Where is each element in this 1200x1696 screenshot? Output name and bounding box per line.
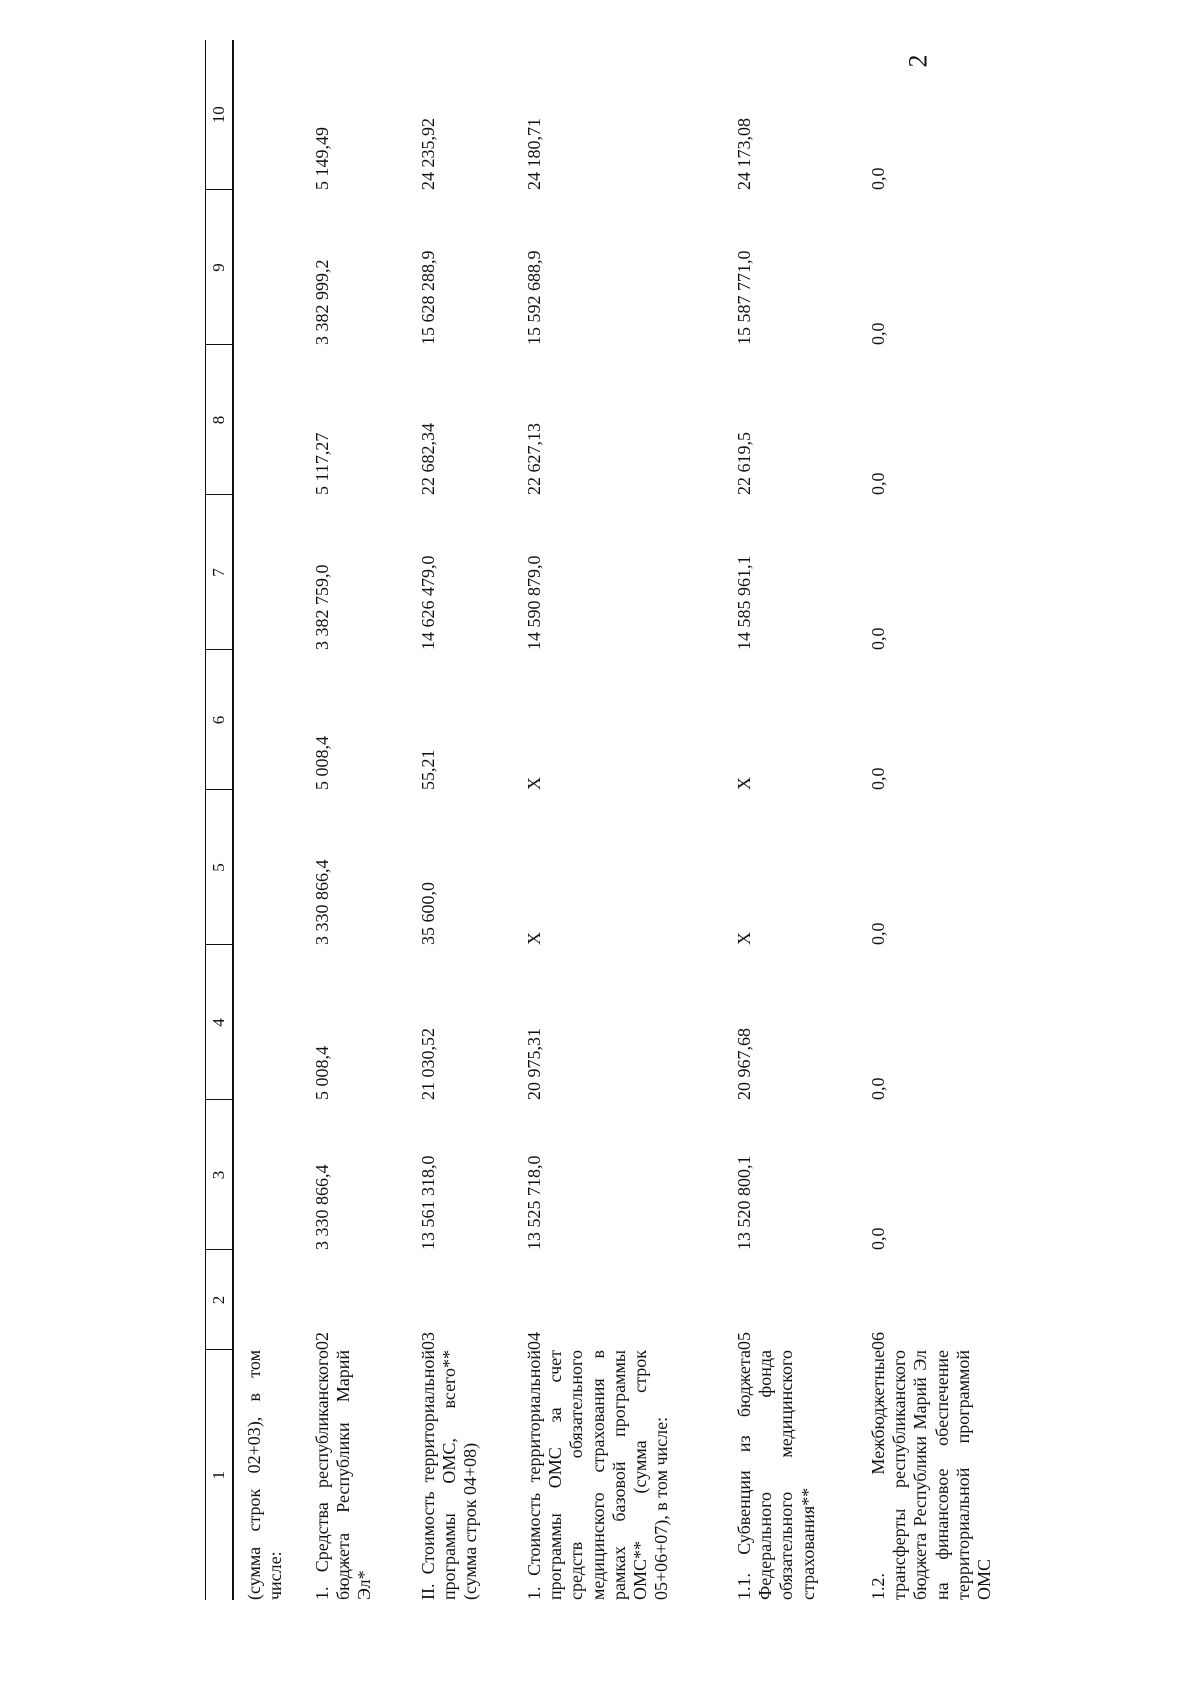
table-cell: Х: [734, 777, 754, 790]
table-cell: 15 628 288,9: [418, 250, 438, 345]
table-cell: 0,0: [868, 322, 888, 345]
table-cell: [233, 40, 296, 190]
table-cell: 0,0: [868, 1227, 888, 1250]
row-code: 04: [524, 1332, 544, 1350]
table-cell: Х: [524, 777, 544, 790]
table-cell: 20 975,31: [524, 1028, 544, 1100]
table-cell: 5 008,4: [312, 1046, 332, 1100]
table-cell: 0,0: [868, 167, 888, 190]
table-cell: 3 330 866,4: [312, 859, 332, 945]
table-cell: 0,0: [868, 472, 888, 495]
financing-table: [205, 40, 1038, 1600]
table-cell: 24 235,92: [418, 118, 438, 190]
column-header: 5: [206, 790, 234, 945]
row-code: 05: [734, 1332, 754, 1350]
table-cell: [233, 945, 296, 1100]
column-header: 4: [206, 945, 234, 1100]
table-cell: 15 587 771,0: [734, 250, 754, 345]
table-row: [720, 40, 854, 1600]
row-label: 1.1. Субвенции из бюджета Федерального фонда обязательного медицинского страхования**: [734, 1350, 818, 1600]
table-cell: [233, 190, 296, 345]
table-cell: [233, 650, 296, 790]
table-cell: 35 600,0: [418, 882, 438, 945]
table-cell: [233, 790, 296, 945]
table-cell: 55,21: [418, 749, 438, 790]
row-label: II. Стоимость территориальной программы ОМС, всего** (сумма строк 04+08): [418, 1350, 481, 1600]
table-cell: 14 590 879,0: [524, 555, 544, 650]
table-cell: [233, 1100, 296, 1250]
column-header: 6: [206, 650, 234, 790]
table-cell: 14 626 479,0: [418, 555, 438, 650]
table-cell: 20 967,68: [734, 1028, 754, 1100]
table-cell: Х: [524, 932, 544, 945]
table-cell: 5 008,4: [312, 736, 332, 790]
table-cell: 0,0: [868, 1077, 888, 1100]
rotated-table-container: [205, 40, 995, 1600]
table-cell: 13 561 318,0: [418, 1155, 438, 1250]
table-cell: 5 149,49: [312, 127, 332, 190]
table-row: [296, 40, 404, 1600]
row-label: 1. Средства республиканского бюджета Республики Марий Эл*: [312, 1350, 375, 1600]
table-cell: 14 585 961,1: [734, 555, 754, 650]
row-code: 06: [868, 1332, 888, 1350]
table-cell: 22 682,34: [418, 423, 438, 495]
column-header: 9: [206, 190, 234, 345]
table-cell: 22 619,5: [734, 432, 754, 495]
column-header: 8: [206, 345, 234, 495]
table-cell: Х: [734, 932, 754, 945]
row-code: 02: [312, 1332, 332, 1350]
row-label: (сумма строк 02+03), в том числе:: [244, 1350, 286, 1600]
table-row: [510, 40, 720, 1600]
table-row: [404, 40, 510, 1600]
table-cell: 0,0: [868, 627, 888, 650]
table-cell: 3 382 999,2: [312, 259, 332, 345]
row-label: 1. Стоимость территориальной программы ОМС за счет средств обязательного медицинского страхования в рамках базовой программы ОМС** (сумма строк 05+06+07), в том числе:: [524, 1350, 672, 1600]
table-cell: 24 173,08: [734, 118, 754, 190]
column-header: 10: [206, 40, 234, 190]
table-cell: 0,0: [868, 767, 888, 790]
table-cell: 13 525 718,0: [524, 1155, 544, 1250]
table-cell: 21 030,52: [418, 1028, 438, 1100]
table-cell: 13 520 800,1: [734, 1155, 754, 1250]
table-cell: 3 330 866,4: [312, 1164, 332, 1250]
column-header: 7: [206, 495, 234, 650]
table-cell: [233, 495, 296, 650]
table-cell: 15 592 688,9: [524, 250, 544, 345]
row-code: [233, 1250, 296, 1350]
page-number: 2: [903, 54, 933, 68]
table-cell: 5 117,27: [312, 432, 332, 495]
table-cell: 24 180,71: [524, 118, 544, 190]
table-row: [233, 40, 296, 1600]
table-row: [854, 40, 1038, 1600]
table-cell: 22 627,13: [524, 423, 544, 495]
column-header: 1: [206, 1350, 234, 1600]
column-header: 2: [206, 1250, 234, 1350]
column-number-row: [206, 40, 234, 1600]
table-cell: [233, 345, 296, 495]
row-label: 1.2. Межбюджетные трансферты республиканского бюджета Республики Марий Эл на финансовое обеспечение территориальной программой ОМС: [868, 1350, 995, 1600]
column-header: 3: [206, 1100, 234, 1250]
table-cell: 3 382 759,0: [312, 564, 332, 650]
table-cell: 0,0: [868, 922, 888, 945]
row-code: 03: [418, 1332, 438, 1350]
